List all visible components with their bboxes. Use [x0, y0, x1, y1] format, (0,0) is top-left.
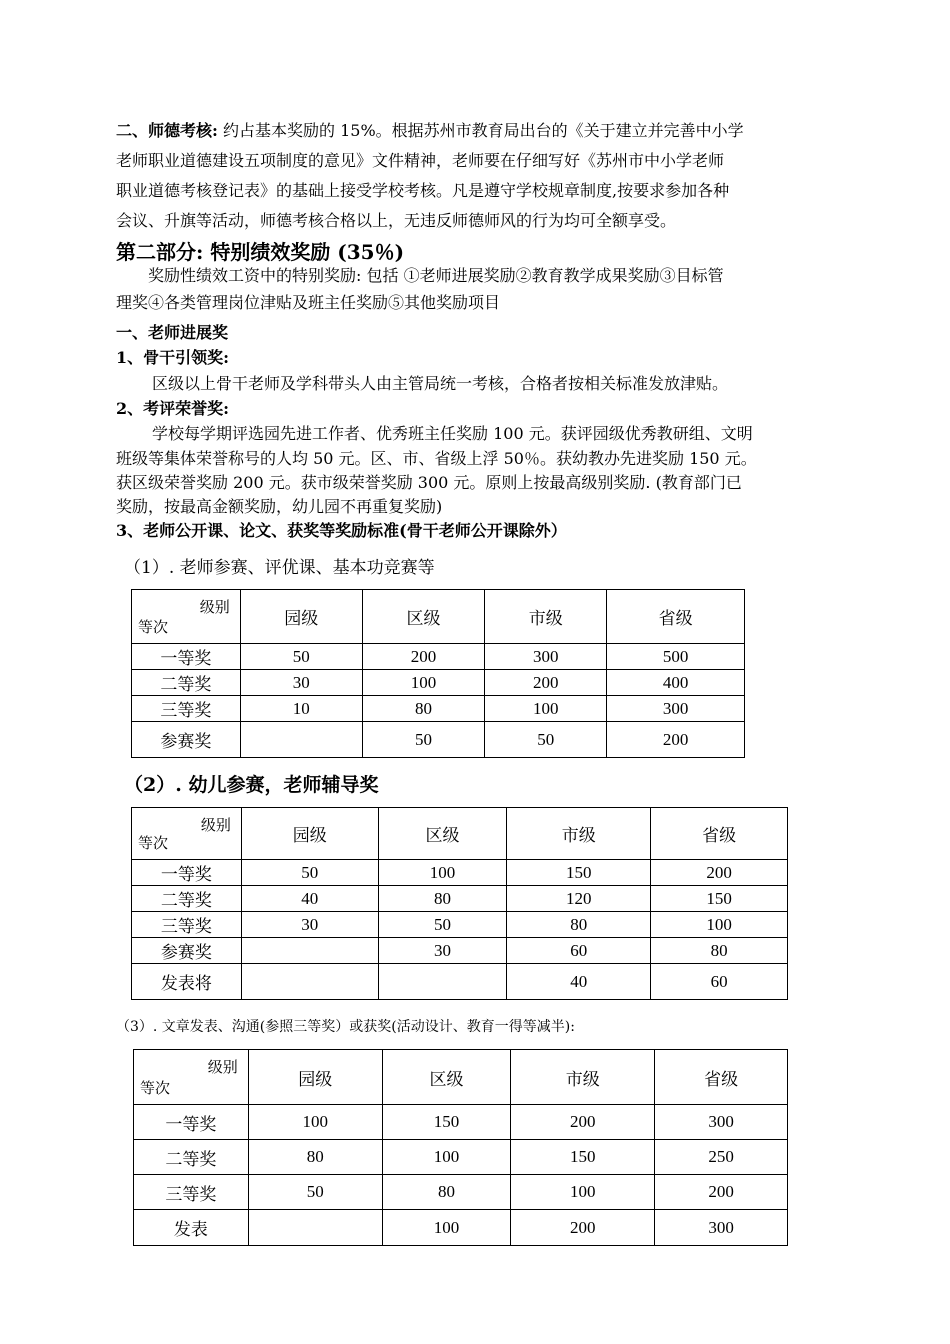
- table-cell: 200: [485, 670, 607, 696]
- table-cell: 100: [382, 1140, 511, 1175]
- row-label: 三等奖: [132, 696, 241, 722]
- table-row: [132, 886, 788, 912]
- table-cell: 150: [651, 886, 788, 912]
- header-corner-cell: [134, 1050, 249, 1105]
- table-cell: [248, 1210, 382, 1246]
- table3-caption: （3）. 文章发表、沟通(参照三等奖）或获奖(活动设计、教育一得等减半):: [116, 1019, 575, 1035]
- sub2-title: 2、考评荣誉奖:: [116, 399, 230, 418]
- sub1-title: 1、骨干引领奖:: [116, 348, 230, 367]
- table-cell: 30: [240, 670, 362, 696]
- table-cell: 200: [362, 644, 485, 670]
- table-cell: 300: [655, 1210, 788, 1246]
- table-cell: 200: [607, 722, 745, 758]
- table-cell: 50: [485, 722, 607, 758]
- table-cell: 150: [507, 860, 651, 886]
- header-col-sheng: 省级: [651, 808, 788, 860]
- table-cell: 30: [378, 938, 507, 964]
- header-col-yuan: 园级: [248, 1050, 382, 1105]
- row-label: 一等奖: [132, 644, 241, 670]
- header-col-shi: 市级: [511, 1050, 655, 1105]
- table2-caption: （2）. 幼儿参赛，老师辅导奖: [124, 774, 379, 796]
- header-col-sheng: 省级: [607, 590, 745, 644]
- table-cell: 50: [241, 860, 378, 886]
- sub2-line-2: 班级等集体荣誉称号的人均 50 元。区、市、省级上浮 50％。获幼教办先进奖励 150 元。: [116, 449, 757, 468]
- part2-intro-1: 奖励性绩效工资中的特别奖励: 包括 ①老师进展奖励②教育教学成果奖励③目标管: [148, 266, 724, 285]
- section2-line-1: [116, 118, 744, 144]
- header-col-shi: 市级: [485, 590, 607, 644]
- table-cell: 50: [362, 722, 485, 758]
- table-cell: 50: [378, 912, 507, 938]
- header-col-qu: 区级: [378, 808, 507, 860]
- table-header-row: [132, 590, 745, 644]
- table-cell: 60: [507, 938, 651, 964]
- table-cell: 80: [507, 912, 651, 938]
- table-cell: 250: [655, 1140, 788, 1175]
- header-rank-label: 等次: [140, 1081, 171, 1097]
- table-row: [132, 722, 745, 758]
- header-corner-cell: [132, 808, 242, 860]
- table-cell: 200: [511, 1210, 655, 1246]
- table-cell: 300: [607, 696, 745, 722]
- part2-intro-2: 理奖④各类管理岗位津贴及班主任奖励⑤其他奖励项目: [116, 293, 501, 312]
- table-cell: [240, 722, 362, 758]
- table-row: [134, 1175, 788, 1210]
- section2-line-3: 职业道德考核登记表》的基础上接受学校考核。凡是遵守学校规章制度,按要求参加各种: [116, 181, 730, 200]
- table-cell: 100: [382, 1210, 511, 1246]
- table-cell: 200: [511, 1105, 655, 1140]
- table-cell: 100: [651, 912, 788, 938]
- award-table-1: [131, 589, 745, 758]
- sub2-line-1: 学校每学期评选园先进工作者、优秀班主任奖励 100 元。获评园级优秀教研组、文明: [152, 424, 753, 443]
- table-cell: 100: [485, 696, 607, 722]
- table-cell: 80: [651, 938, 788, 964]
- table-cell: 150: [511, 1140, 655, 1175]
- row-label: 三等奖: [134, 1175, 249, 1210]
- header-col-qu: 区级: [382, 1050, 511, 1105]
- table-cell: 100: [248, 1105, 382, 1140]
- teacher-dev-heading: 一、老师进展奖: [116, 323, 229, 342]
- table-row: [132, 696, 745, 722]
- table-cell: 150: [382, 1105, 511, 1140]
- header-col-qu: 区级: [362, 590, 485, 644]
- table1-caption: （1）. 老师参赛、评优课、基本功竞赛等: [124, 558, 435, 578]
- table-cell: 100: [511, 1175, 655, 1210]
- row-label: 一等奖: [132, 860, 242, 886]
- header-col-yuan: 园级: [241, 808, 378, 860]
- row-label: 参赛奖: [132, 938, 242, 964]
- table-cell: 60: [651, 964, 788, 1000]
- section2-heading: 二、师德考核:: [116, 121, 218, 140]
- table-cell: 50: [240, 644, 362, 670]
- table-cell: 80: [248, 1140, 382, 1175]
- header-level-label: 级别: [200, 818, 231, 834]
- row-label: 三等奖: [132, 912, 242, 938]
- table-row: [134, 1210, 788, 1246]
- table-cell: 200: [651, 860, 788, 886]
- table-cell: 30: [241, 912, 378, 938]
- table-cell: 80: [382, 1175, 511, 1210]
- table-row: [132, 860, 788, 886]
- table-cell: 80: [362, 696, 485, 722]
- table-row: [132, 964, 788, 1000]
- section2-line-4: 会议、升旗等活动，师德考核合格以上，无违反师德师风的行为均可全额享受。: [116, 211, 677, 230]
- row-label: 发表: [134, 1210, 249, 1246]
- row-label: 一等奖: [134, 1105, 249, 1140]
- table-cell: 500: [607, 644, 745, 670]
- row-label: 二等奖: [132, 670, 241, 696]
- table-cell: 50: [248, 1175, 382, 1210]
- header-level-label: 级别: [207, 1060, 238, 1076]
- header-rank-label: 等次: [138, 836, 169, 852]
- table-row: [132, 670, 745, 696]
- table-row: [134, 1140, 788, 1175]
- header-corner-cell: [132, 590, 241, 644]
- sub3-title: 3、老师公开课、论文、获奖等奖励标准(骨干老师公开课除外）: [116, 521, 567, 540]
- award-table-2: [131, 807, 788, 1000]
- sub2-line-3: 获区级荣誉奖励 200 元。获市级荣誉奖励 300 元。原则上按最高级别奖励. (教育部门已: [116, 473, 742, 492]
- table-cell: [378, 964, 507, 1000]
- table-header-row: [134, 1050, 788, 1105]
- header-col-shi: 市级: [507, 808, 651, 860]
- table-header-row: [132, 808, 788, 860]
- table-cell: 100: [362, 670, 485, 696]
- award-table-3: [133, 1049, 788, 1246]
- row-label: 二等奖: [134, 1140, 249, 1175]
- table-cell: 120: [507, 886, 651, 912]
- header-rank-label: 等次: [138, 620, 169, 636]
- header-col-sheng: 省级: [655, 1050, 788, 1105]
- table-cell: 100: [378, 860, 507, 886]
- table-cell: 80: [378, 886, 507, 912]
- table-cell: 400: [607, 670, 745, 696]
- section2-line-2: 老师职业道德建设五项制度的意见》文件精神，老师要在仔细写好《苏州市中小学老师: [116, 151, 725, 170]
- header-col-yuan: 园级: [240, 590, 362, 644]
- table-cell: 300: [655, 1105, 788, 1140]
- sub1-text: 区级以上骨干老师及学科带头人由主管局统一考核，合格者按相关标准发放津贴。: [152, 374, 729, 393]
- table-cell: [241, 964, 378, 1000]
- table-row: [134, 1105, 788, 1140]
- part2-title: 第二部分: 特别绩效奖励 (35％): [116, 240, 405, 264]
- row-label: 二等奖: [132, 886, 242, 912]
- header-level-label: 级别: [199, 600, 230, 616]
- table-cell: 40: [507, 964, 651, 1000]
- table-cell: 10: [240, 696, 362, 722]
- row-label: 发表将: [132, 964, 242, 1000]
- table-cell: [241, 938, 378, 964]
- table-row: [132, 644, 745, 670]
- table-cell: 200: [655, 1175, 788, 1210]
- sub2-line-4: 奖励，按最高金额奖励，幼儿园不再重复奖励): [116, 497, 443, 516]
- table-cell: 40: [241, 886, 378, 912]
- table-row: [132, 912, 788, 938]
- row-label: 参赛奖: [132, 722, 241, 758]
- section2-text: 约占基本奖励的 15%。根据苏州市教育局出台的《关于建立并完善中小学: [223, 121, 744, 140]
- table-row: [132, 938, 788, 964]
- table-cell: 300: [485, 644, 607, 670]
